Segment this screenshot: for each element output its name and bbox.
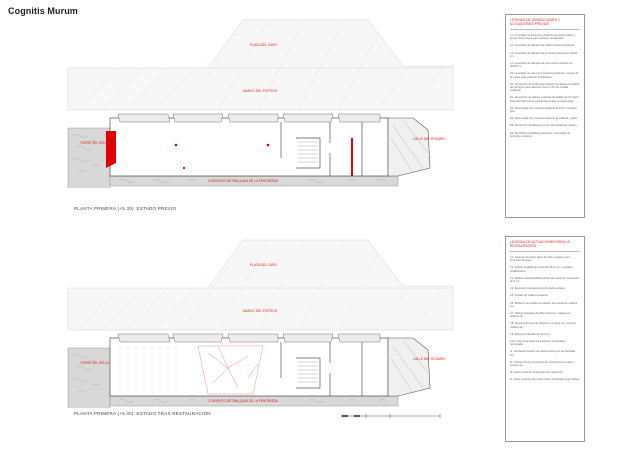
legend-item: D4. Desmontaje de mampara existente de madera y vidrio. [510, 117, 578, 121]
label-torre: TORRE DEL RELOJ [80, 141, 110, 145]
legend-item: L4. Levantado de tabiques de yeso sobre existente de 40x20 cm. [510, 62, 573, 69]
building-outline [110, 338, 388, 396]
legend-item: L3. Levantado de tabiques de cemento existente de 40x20 cm. [510, 51, 578, 58]
legend-item: C9. Plancha ondulada tejo tipo s/p. [510, 332, 551, 336]
roof-hatch-area [68, 20, 453, 110]
demolition-point-red [267, 144, 270, 147]
label-calle: CALLE DEL ROSARIO [413, 357, 446, 361]
right-tower [388, 338, 430, 396]
label-convento: CONVENTO DE SAN JUAN DE LA PENITENCIA [208, 399, 278, 403]
label-plaza: PLAZA DEL CARO [250, 263, 277, 267]
demolition-point-red [175, 144, 178, 147]
legend-restoration [505, 236, 585, 442]
legend-item: D5. Demolición de tabiquería y de carpinterías de madera. [510, 124, 578, 128]
plan-title-previous: PLANTA PRIMERA (+5.30): ESTADO PREVIO [74, 206, 177, 211]
legend-item: C5. Forjado de madera existente. [510, 294, 549, 298]
legend-demolitions-list [510, 34, 580, 138]
demolition-wall-red [106, 131, 116, 168]
legend-item: D1. Demolición de tradicional existente de tabique de ladrillo de hormigón para descubrir tercio 1,2% de muralla medieval. [510, 82, 580, 93]
legend-item: C6. Refuerzo de forjado con tablero estructural de madera s/p. [510, 301, 578, 308]
demolition-point-red [183, 167, 185, 169]
stone-rubble-left [68, 348, 110, 408]
legend-item: D6. Demolición de tabique palomero y de forjado de hormigón existente. [510, 131, 570, 138]
label-marco: MARCO DEL POSTIGO [243, 89, 278, 93]
legend-item: C10. Teja curva cerámica existente recuperada y recolocada. [510, 340, 567, 347]
legend-item: L1. Levantado de pavimento existente de piedra caliza y acopio de la misma para posterior reutilización. [510, 34, 575, 41]
right-tower [388, 118, 430, 176]
demolition-mark-red [351, 138, 353, 176]
legend-restoration-list [510, 256, 580, 382]
legend-demolitions-title: LEYENDA DE DEMOLICIONES Y ACTUACIONES PREVIAS [510, 18, 580, 30]
legend-item: L2. Levantado de tabiques de rasilla cerámica existente. [510, 44, 575, 48]
label-convento: CONVENTO DE SAN JUAN DE LA PENITENCIA [208, 179, 278, 183]
legend-item: C3. Mallazo electrosoldado 15x15 para capa de compresión de 5 cm. [510, 276, 580, 284]
legend-item: C1. Capa de hormigón ligero de 10cm espesor para formación de base. [510, 256, 570, 263]
legend-item: I4. Suelo existente de piedra caliza recolocada según dibujo. [510, 378, 580, 382]
legend-restoration-title: LEYENDA DE ACTUACIONES PARA LA RESTAURACIÓN [510, 240, 580, 252]
legend-item: C4. Reposición de pavimento de piedra antiguo. [510, 287, 566, 291]
brand-title: Cognitis Murum [8, 6, 78, 16]
label-plaza: PLAZA DEL CARO [250, 43, 277, 47]
legend-item: D3. Desmontaje de mampara existente de PVC y herrajes fijos. [510, 106, 577, 114]
building-outline [110, 118, 388, 176]
label-marco: MARCO DEL POSTIGO [243, 309, 278, 313]
legend-demolitions [505, 14, 585, 218]
scale-bar [340, 412, 450, 420]
legend-item: C7. Tablero laminado de tabla temina de madera con aislante s/p. [510, 312, 571, 319]
legend-item: D2. Demolición de tabique existente de ladrillo de hormigón para descubrir hueco original de acceso en planta baja. [510, 96, 579, 103]
label-torre: TORRE DEL RELOJ [80, 361, 110, 365]
label-calle: CALLE DEL ROSARIO [413, 137, 446, 141]
legend-item: I1. Ventilación exterior de solera inferior por las fachadas s/p. [510, 350, 576, 357]
plan-title-restoration: PLANTA PRIMERA (+5.30): ESTADO TRAS RESTAURACIÓN [74, 411, 211, 416]
stone-rubble-left [68, 128, 110, 188]
floor-plan-previous-state [58, 18, 468, 188]
legend-item: L5. Levantado de teja curva cerámica existente y acopio de la misma para posterior reutilización. [510, 72, 579, 79]
legend-item: C8. Nueva estructura de cubierta a un agua con panel de madera s/p. [510, 322, 576, 329]
roof-hatch-area [68, 240, 453, 330]
legend-item: I2. Cámara interior perimetral de conexión entre solera y exterior s/p. [510, 360, 575, 368]
legend-item: C2. Solera ventilada tipo cáviti de 35-12 cm. montados prefabricados. [510, 266, 573, 273]
legend-item: I3. Nuevo suelo de entarimado de madera s/p. [510, 371, 564, 375]
floor-plan-after-restoration [58, 238, 468, 408]
